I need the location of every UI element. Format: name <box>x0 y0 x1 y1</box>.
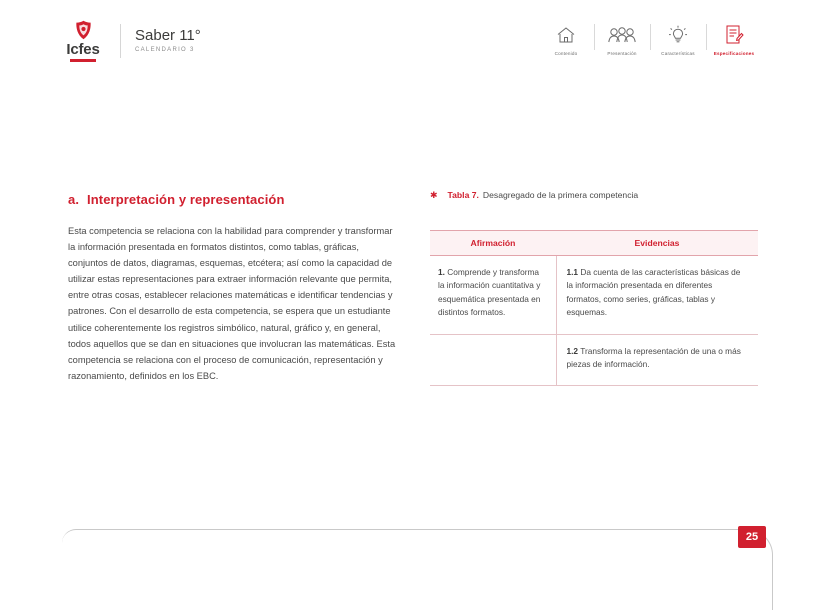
right-content-column <box>430 190 760 386</box>
left-content-column <box>68 192 398 384</box>
table-body <box>430 256 758 386</box>
logo-wordmark: Icfes <box>66 41 100 58</box>
cell-evidencia-1-2 <box>556 334 758 386</box>
brand-divider <box>120 24 121 58</box>
nav-label-contenido: Contenido <box>554 51 578 56</box>
page-title <box>68 192 398 207</box>
footer-decoration <box>62 529 773 610</box>
logo-underline <box>70 59 96 62</box>
table-head <box>430 231 758 256</box>
icfes-logo <box>62 20 104 62</box>
evidencia-number: 1.1 <box>566 267 579 277</box>
table-caption <box>430 190 760 200</box>
document-title <box>135 28 201 45</box>
section-title-text: Interpretación y representación <box>87 192 285 207</box>
cell-afirmacion-1 <box>430 256 556 335</box>
evidencia-number: 1.2 <box>566 345 579 356</box>
page-header <box>0 0 828 72</box>
competency-table <box>430 230 758 386</box>
table-caption-text: Desagregado de la primera competencia <box>482 190 639 200</box>
table-header-afirmacion: Afirmación <box>430 231 556 256</box>
nav-item-presentacion[interactable] <box>594 22 650 56</box>
evidencia-text: Transforma la representación de una o más piezas de información. <box>566 345 741 370</box>
table-row <box>430 334 758 386</box>
nav-item-caracteristicas[interactable] <box>650 22 706 56</box>
section-letter: a. <box>68 192 80 207</box>
nav-label-especificaciones: Especificaciones <box>713 51 755 56</box>
page-number-badge: 25 <box>738 526 766 548</box>
nav-label-caracteristicas: Características <box>661 51 695 56</box>
nav-label-presentacion: Presentación <box>607 51 637 56</box>
table-caption-label: Tabla 7. <box>447 190 479 200</box>
table-header-row <box>430 231 758 256</box>
home-icon <box>541 22 591 48</box>
document-subtitle: CALENDARIO 3 <box>135 47 195 54</box>
cell-afirmacion-empty <box>430 334 556 386</box>
afirmacion-text: Comprende y transforma la información cuantitativa y esquemática presentada en distintos formatos. <box>438 267 541 318</box>
document-pencil-icon <box>709 22 759 48</box>
table-row <box>430 256 758 335</box>
table-header-evidencias: Evidencias <box>556 231 758 256</box>
afirmacion-number: 1. <box>438 267 445 277</box>
star-icon: ✱ <box>430 190 438 200</box>
document-title-block <box>135 28 201 54</box>
header-nav[interactable] <box>538 22 762 56</box>
lightbulb-icon <box>653 22 703 48</box>
section-paragraph: Esta competencia se relaciona con la habilidad para comprender y transformar la información presentada en formatos distintos, como tablas, gráficas, conjuntos de datos, diagramas, esquemas, etcétera; así como la capacidad de utilizar estas representaciones para extraer información relevante que permita, entre otras cosas, establecer relaciones matemáticas e identificar tendencias y patrones. Con el desarrollo de esta competencia, se espera que un estudiante utilice coherentemente los registros simbólico, natural, gráfico y, en general, todos aquellos que se dan en situaciones que involucran las matemáticas. Esta competencia se relaciona con el proceso de comunicación, representación y razonamiento, definidos en los EBC. <box>68 226 396 381</box>
nav-item-especificaciones[interactable] <box>706 22 762 56</box>
shield-icon <box>75 20 92 40</box>
nav-item-contenido[interactable] <box>538 22 594 56</box>
cell-evidencia-1-1 <box>556 256 758 335</box>
document-title-text: Saber 11° <box>135 26 201 44</box>
people-icon <box>597 22 647 48</box>
brand-logo <box>62 20 201 62</box>
evidencia-text: Da cuenta de las características básicas de la información presentada en diferentes formatos, como series, gráficas, tablas y esquemas. <box>566 267 741 318</box>
